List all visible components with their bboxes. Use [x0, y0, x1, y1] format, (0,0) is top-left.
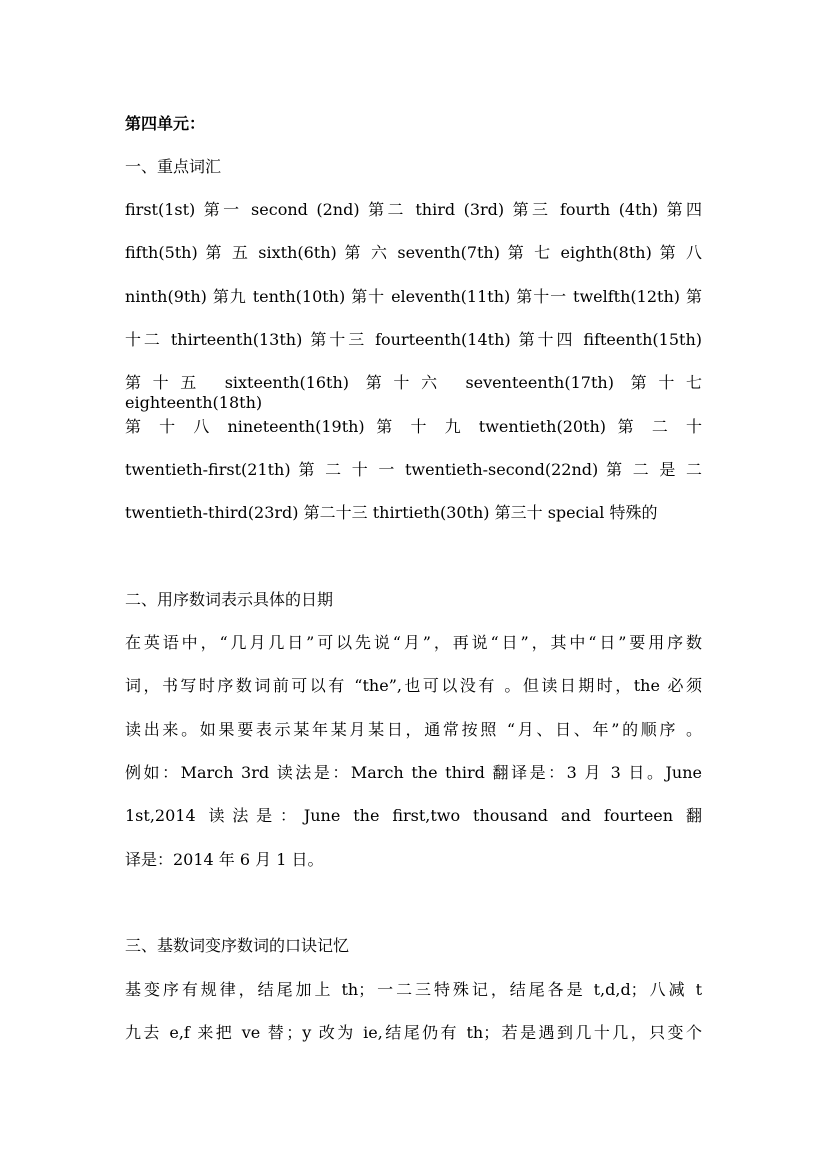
section3-heading: 三、基数词变序数词的口诀记忆: [125, 936, 350, 955]
rhyme-line-1: 基变序有规律，结尾加上 th；一二三特殊记，结尾各是 t,d,d；八减 t: [125, 980, 702, 999]
rhyme-line-2: 九去 e,f 来把 ve 替；y 改为 ie,结尾仍有 th；若是遇到几十几，只变个: [125, 1023, 702, 1042]
section2-heading: 二、用序数词表示具体的日期: [125, 590, 334, 609]
unit-title: 第四单元：: [125, 114, 206, 133]
dates-line-3: 读出来。如果要表示某年某月某日，通常按照 “月、日、年”的顺序 。: [125, 720, 702, 739]
dates-line-6: 译是：2014 年 6 月 1 日。: [125, 850, 324, 869]
vocab-line-2: fifth(5th) 第 五 sixth(6th) 第 六 seventh(7th) 第 七 eighth(8th) 第 八: [125, 243, 702, 262]
dates-line-5: 1st,2014 读法是：June the first,two thousand and fourteen 翻: [125, 806, 702, 825]
vocab-line-6: 第 十 八 nineteenth(19th) 第 十 九 twentieth(20th) 第 二 十: [125, 417, 702, 436]
vocab-line-7: twentieth-first(21th) 第 二 十 一 twentieth-second(22nd) 第 二 是 二: [125, 460, 702, 479]
vocab-line-3: ninth(9th) 第九 tenth(10th) 第十 eleventh(11th) 第十一 twelfth(12th) 第: [125, 287, 702, 306]
dates-line-2: 词，书写时序数词前可以有 “the”,也可以没有 。但读日期时，the 必须: [125, 676, 702, 695]
dates-line-1: 在英语中，“几月几日”可以先说“月”，再说“日”，其中“日”要用序数: [125, 633, 702, 652]
dates-line-4: 例如：March 3rd 读法是：March the third 翻译是：3 月 3 日。June: [125, 763, 702, 782]
vocab-line-8: twentieth-third(23rd) 第二十三 thirtieth(30th) 第三十 special 特殊的: [125, 503, 658, 522]
section1-heading: 一、重点词汇: [125, 157, 222, 176]
vocab-line-5: 第十五 sixteenth(16th) 第十六 seventeenth(17th) 第十七 eighteenth(18th): [125, 373, 702, 412]
vocab-line-1: first(1st) 第一 second (2nd) 第二 third (3rd) 第三 fourth (4th) 第四: [125, 200, 702, 219]
vocab-line-4: 十二 thirteenth(13th) 第十三 fourteenth(14th) 第十四 fifteenth(15th): [125, 330, 702, 349]
